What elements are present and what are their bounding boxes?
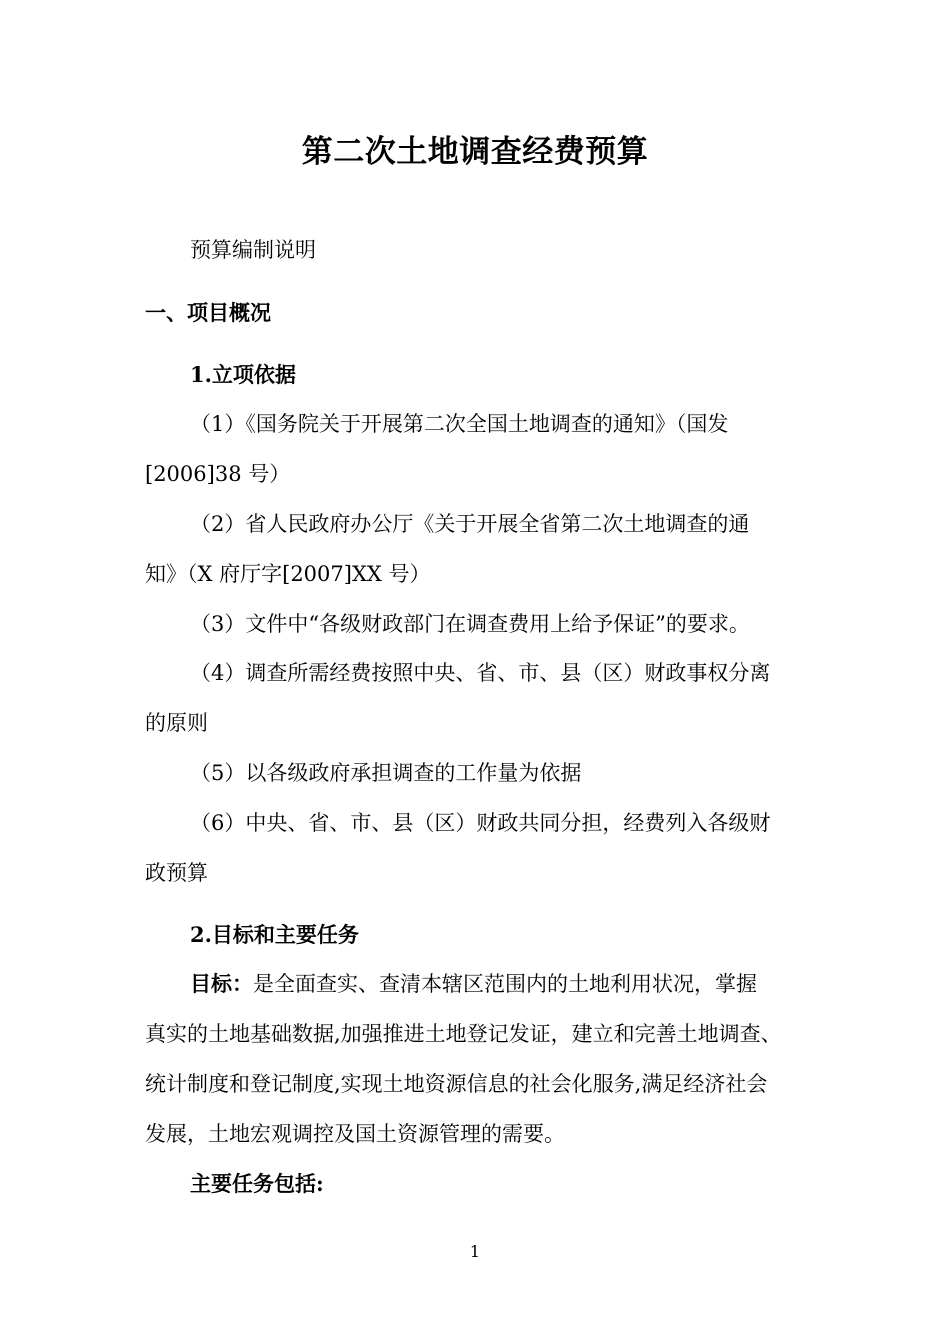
subsection-heading-basis: 1.立项依据 [190, 362, 296, 387]
basis-item-2-line-1: （2）省人民政府办公厅《关于开展全省第二次土地调查的通 [190, 512, 750, 536]
basis-item-4-line-2: 的原则 [145, 711, 208, 735]
section-heading-overview: 一、项目概况 [145, 300, 271, 325]
goal-line-3: 统计制度和登记制度,实现土地资源信息的社会化服务,满足经济社会 [145, 1072, 768, 1096]
goal-label: 目标： [190, 971, 253, 996]
basis-item-4-line-1: （4）调查所需经费按照中央、省、市、县（区）财政事权分离 [190, 661, 771, 685]
basis-item-5: （5）以各级政府承担调查的工作量为依据 [190, 761, 582, 785]
page-number: 1 [469, 1242, 481, 1261]
goal-text-1: 是全面查实、查清本辖区范围内的土地利用状况，掌握 [253, 972, 757, 996]
goal-line-2: 真实的土地基础数据,加强推进土地登记发证，建立和完善土地调查、 [145, 1022, 782, 1046]
basis-item-3: （3）文件中“各级财政部门在调查费用上给予保证”的要求。 [190, 612, 750, 636]
document-title: 第二次土地调查经费预算 [301, 134, 649, 170]
subsection-heading-goals: 2.目标和主要任务 [190, 922, 359, 947]
subtitle: 预算编制说明 [190, 238, 316, 262]
goal-line-4: 发展，土地宏观调控及国土资源管理的需要。 [145, 1122, 565, 1146]
basis-item-1-line-1: （1）《国务院关于开展第二次全国土地调查的通知》（国发 [190, 412, 729, 436]
goal-line-1 [190, 960, 830, 1008]
basis-item-1-line-2: [2006]38 号） [145, 462, 291, 486]
basis-item-6-line-1: （6）中央、省、市、县（区）财政共同分担，经费列入各级财 [190, 811, 771, 835]
basis-item-6-line-2: 政预算 [145, 861, 208, 885]
basis-item-2-line-2: 知》（X 府厅字[2007]XX 号） [145, 562, 431, 586]
tasks-heading: 主要任务包括: [190, 1171, 324, 1196]
